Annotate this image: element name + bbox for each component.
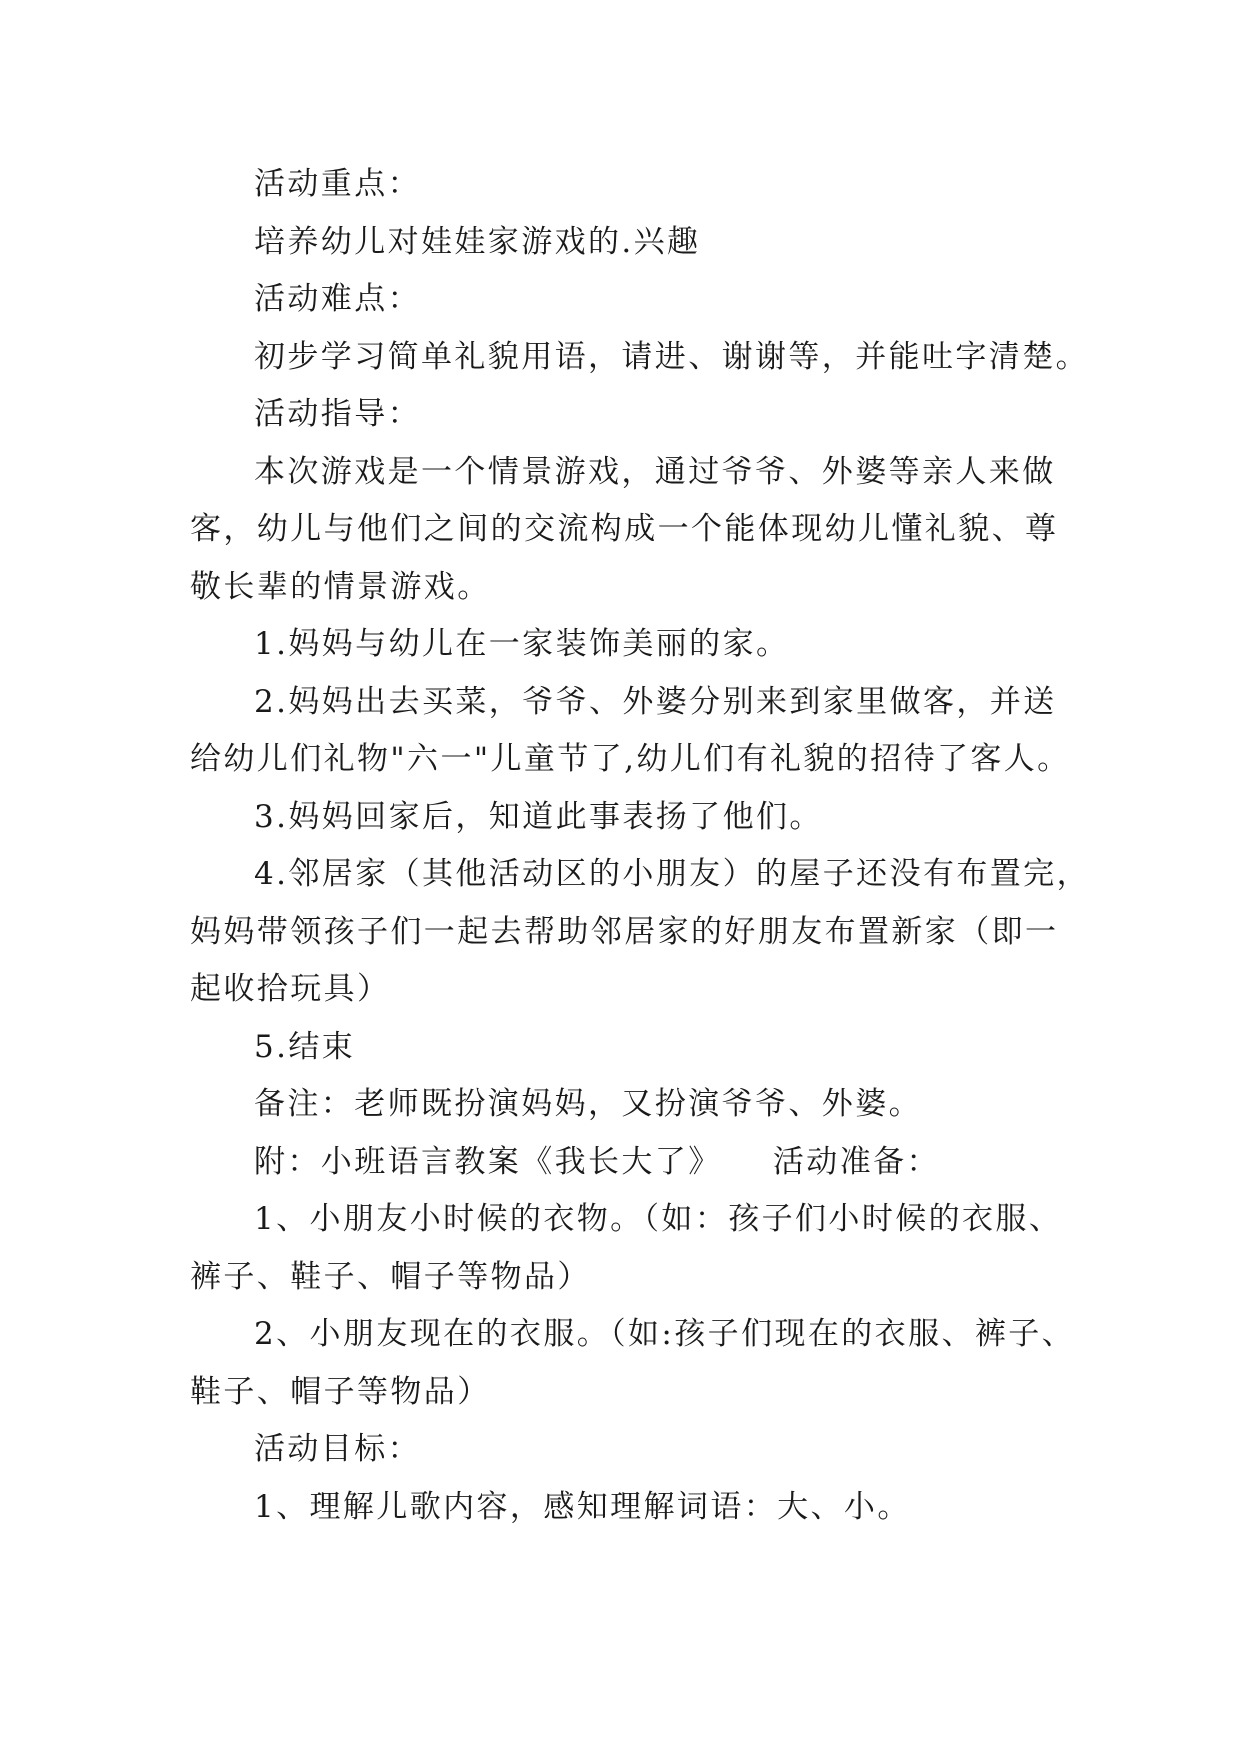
paragraph-heading-goals: [190, 1421, 1070, 1479]
text-line: 活动重点：: [254, 166, 421, 202]
paragraph: [190, 329, 1089, 387]
text-line: 裤子、鞋子、帽子等物品）: [190, 1258, 591, 1295]
text-line: 4.邻居家（其他活动区的小朋友）的屋子还没有布置完，: [254, 856, 1090, 892]
paragraph-heading-difficulties: [190, 271, 1070, 329]
list-item: [190, 1306, 1076, 1421]
text-line: 1、小朋友小时候的衣物。（如：孩子们小时候的衣服、: [254, 1201, 1063, 1237]
text-line: 5.结束: [254, 1028, 356, 1065]
text-line: 2、小朋友现在的衣服。（如:孩子们现在的衣服、裤子、: [254, 1316, 1076, 1352]
paragraph-heading-guidance: [190, 386, 1070, 444]
text-line: 培养幼儿对娃娃家游戏的.兴趣: [254, 223, 701, 260]
text-line: 给幼儿们礼物"六一"儿童节了,幼儿们有礼貌的招待了客人。: [190, 741, 1071, 777]
text-line: 2.妈妈出去买菜，爷爷、外婆分别来到家里做客，并送: [254, 683, 1057, 720]
text-line: 客，幼儿与他们之间的交流构成一个能体现幼儿懂礼貌、尊: [190, 511, 1059, 547]
paragraph-heading-key-points: [190, 156, 1070, 214]
list-item: [190, 1019, 1070, 1077]
list-item: [190, 1191, 1070, 1306]
text-line: 妈妈带领孩子们一起去帮助邻居家的好朋友布置新家（即一: [190, 913, 1059, 950]
list-item: [190, 1479, 1070, 1537]
text-line: 初步学习简单礼貌用语，请进、谢谢等，并能吐字清楚。: [254, 338, 1089, 375]
paragraph: [190, 444, 1070, 617]
text-line: 活动目标：: [254, 1431, 421, 1467]
text-line: 附：小班语言教案《我长大了》 活动准备：: [254, 1143, 940, 1180]
text-line: 本次游戏是一个情景游戏，通过爷爷、外婆等亲人来做: [254, 453, 1056, 490]
text-line: 备注：老师既扮演妈妈，又扮演爷爷、外婆。: [254, 1086, 922, 1122]
text-line: 起收拾玩具）: [190, 971, 391, 1007]
document-body: [190, 156, 1090, 1536]
text-line: 1.妈妈与幼儿在一家装饰美丽的家。: [254, 626, 790, 662]
text-line: 敬长辈的情景游戏。: [190, 568, 491, 605]
paragraph-appendix-heading: [190, 1134, 1070, 1192]
list-item: [190, 789, 1070, 847]
text-line: 3.妈妈回家后，知道此事表扬了他们。: [254, 798, 823, 835]
text-line: 1、理解儿歌内容，感知理解词语：大、小。: [254, 1488, 911, 1525]
paragraph: [190, 214, 1070, 272]
text-line: 活动难点：: [254, 281, 421, 317]
text-line: 鞋子、帽子等物品）: [190, 1373, 491, 1410]
list-item: [190, 616, 1070, 674]
list-item: [190, 846, 1090, 1019]
paragraph-note: [190, 1076, 1070, 1134]
list-item: [190, 674, 1070, 789]
text-line: 活动指导：: [254, 396, 421, 432]
